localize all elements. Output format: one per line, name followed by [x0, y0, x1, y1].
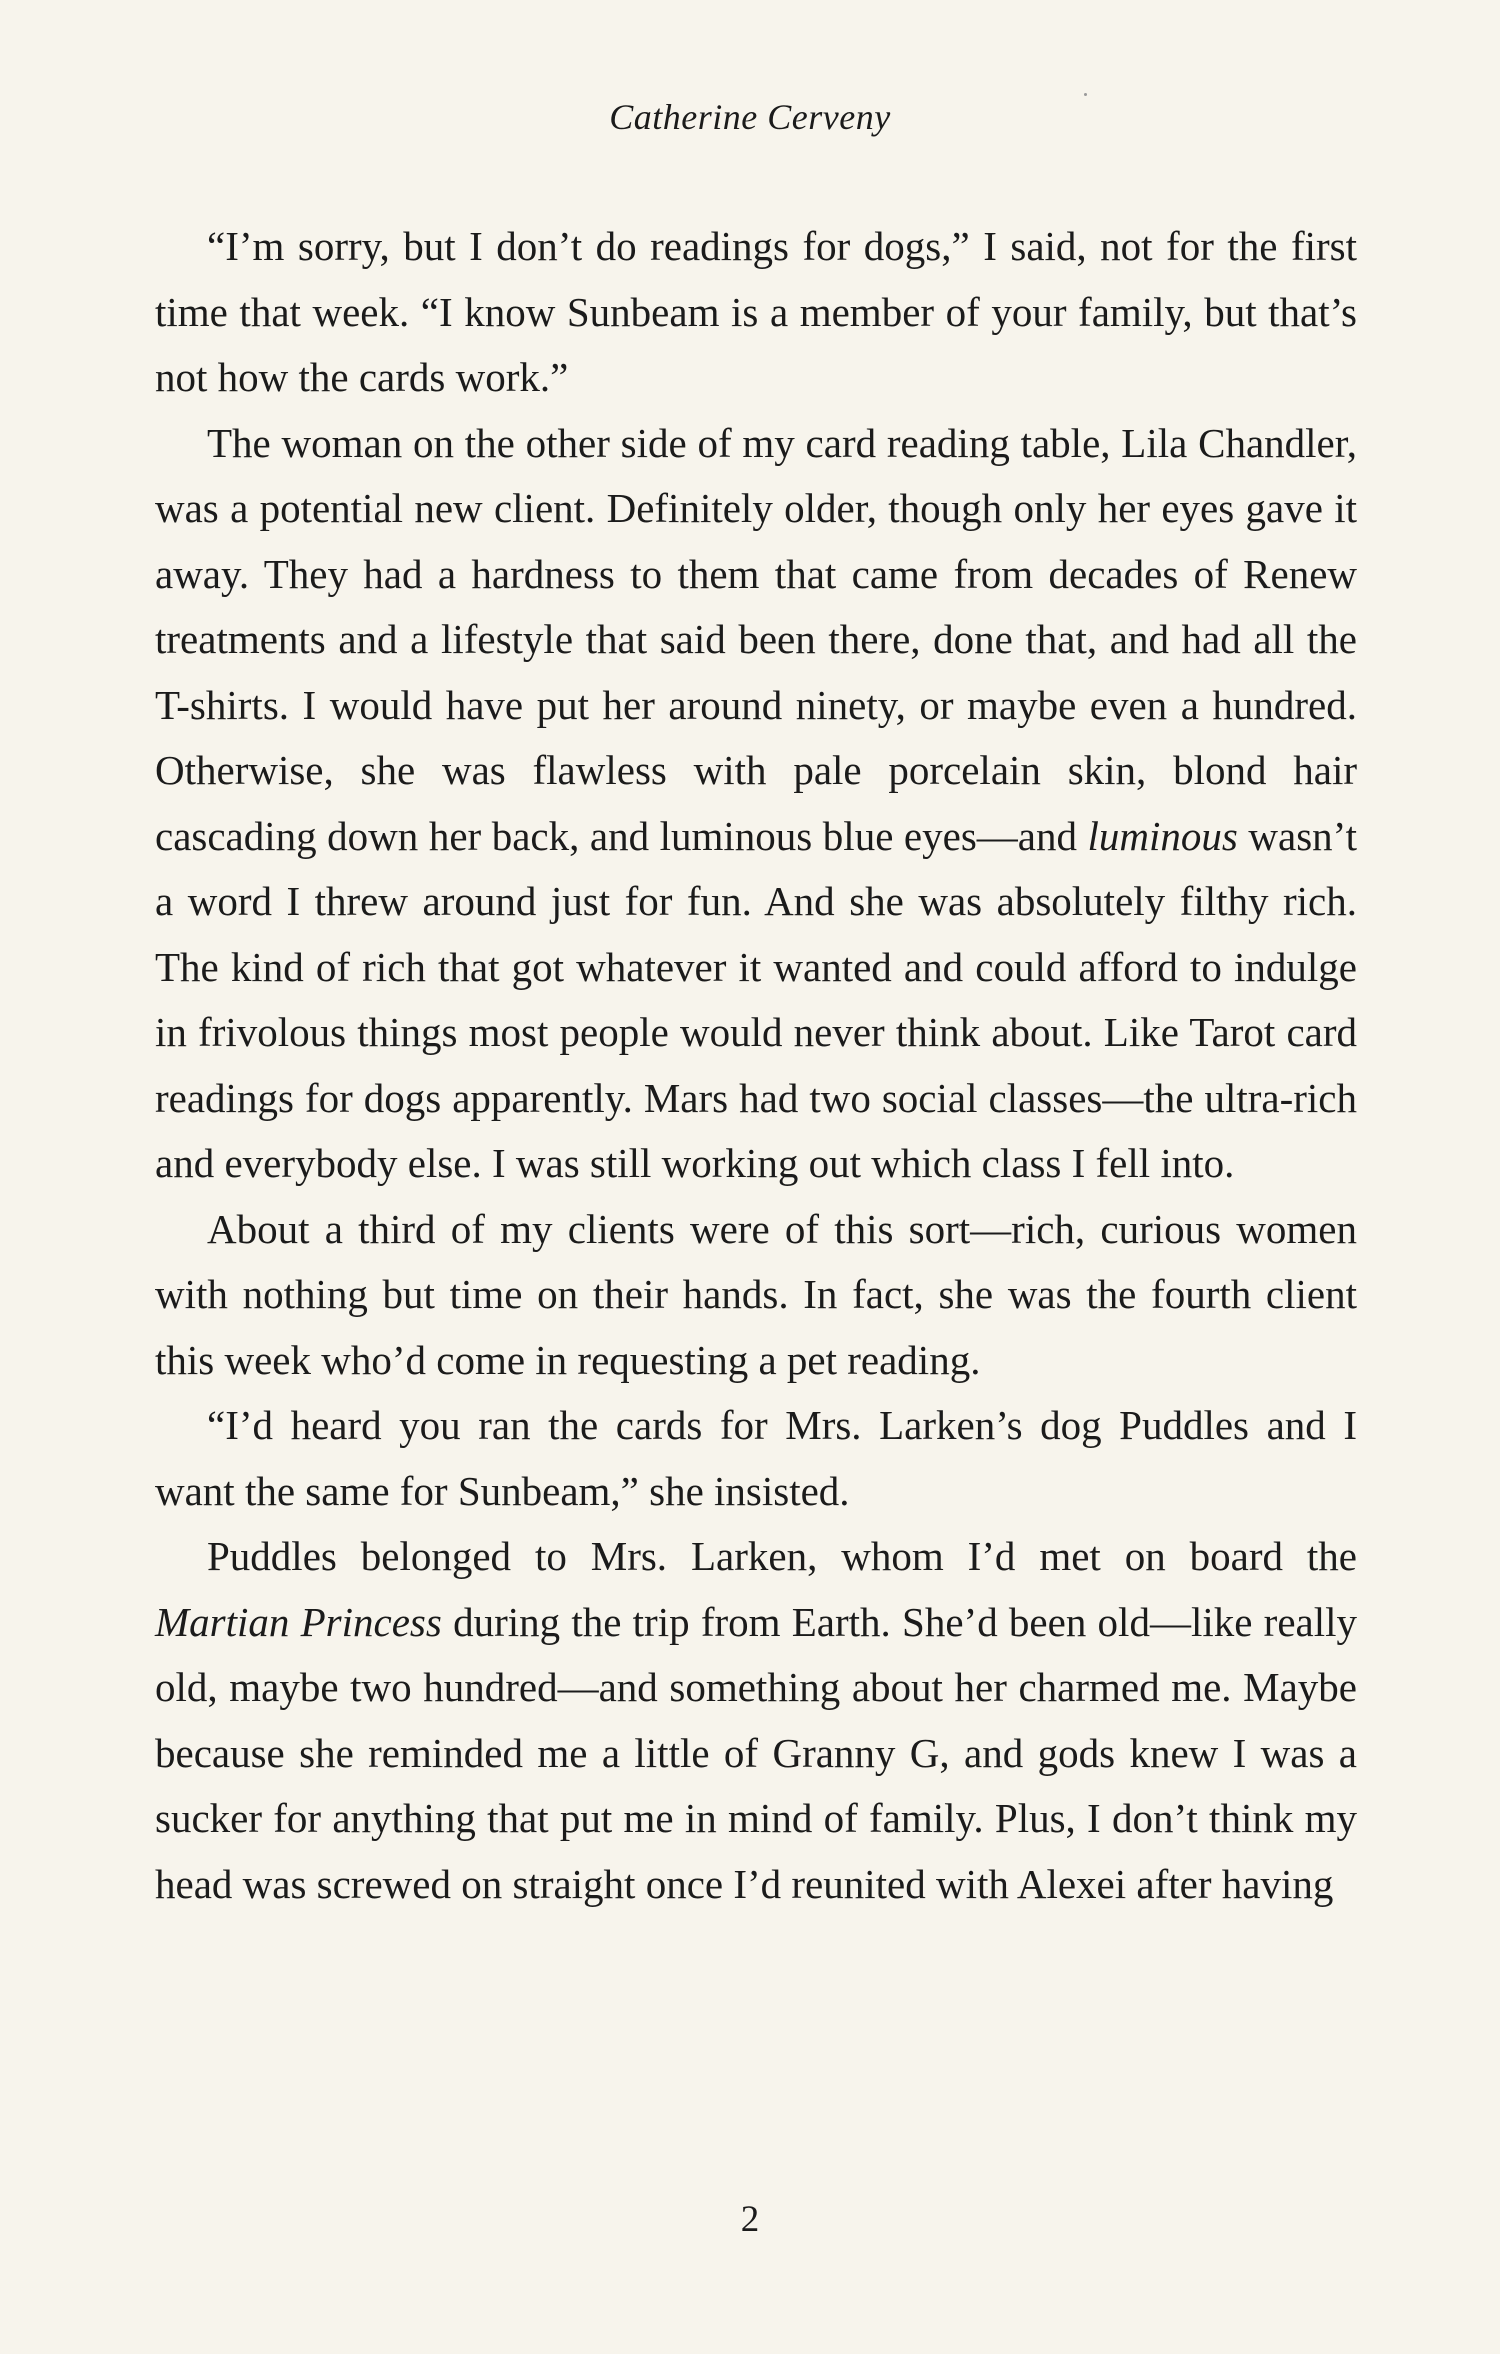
running-head: Catherine Cerveny: [609, 97, 891, 137]
paragraph: [155, 411, 1357, 1197]
italic-text: luminous: [1087, 812, 1238, 859]
text-run: during the trip from Earth. She’d been old—like really old, maybe two hundred—and something about her charmed me. Maybe because she reminded me a little of Granny G, and gods knew I was a sucker for anything that put me in mind of family. Plus, I don’t think my head was screwed on straight once I’d reunited with Alexei after having: [155, 1598, 1357, 1907]
text-run: wasn’t a word I threw around just for fun. And she was absolutely filthy rich. The kind of rich that got whatever it wanted and could afford to indulge in frivolous things most people would never think about. Like Tarot card readings for dogs apparently. Mars had two social classes—the ultra-rich and everybody else. I was still working out which class I fell into.: [155, 812, 1357, 1186]
text-run: “I’m sorry, but I don’t do readings for dogs,” I said, not for the first time that week. “I know Sunbeam is a member of your family, but that’s not how the cards work.”: [155, 223, 1357, 400]
text-run: “I’d heard you ran the cards for Mrs. Larken’s dog Puddles and I want the same for Sunbeam,” she insisted.: [155, 1402, 1357, 1514]
text-run: About a third of my clients were of this sort—rich, curious women with nothing but time on their hands. In fact, she was the fourth client this week who’d come in requesting a pet reading.: [155, 1205, 1357, 1383]
text-run: The woman on the other side of my card reading table, Lila Chandler, was a potential new client. Definitely older, though only her eyes gave it away. They had a hardness to them that came from decades of Renew treatments and a lifestyle that said been there, done that, and had all the T-shirts. I would have put her around ninety, or maybe even a hundred. Otherwise, she was flawless with pale porcelain skin, blond hair cascading down her back, and luminous blue eyes—and: [155, 419, 1357, 859]
page-number: 2: [740, 2199, 760, 2240]
paragraph: [155, 1524, 1357, 1917]
text-run: Puddles belonged to Mrs. Larken, whom I’d met on board the: [207, 1533, 1357, 1579]
body-text: [155, 214, 1357, 1917]
paragraph: [155, 214, 1357, 411]
italic-text: Martian Princess: [155, 1598, 442, 1645]
paragraph: [155, 1393, 1357, 1524]
paragraph: [155, 1197, 1357, 1394]
paper-speck: [1084, 93, 1087, 96]
